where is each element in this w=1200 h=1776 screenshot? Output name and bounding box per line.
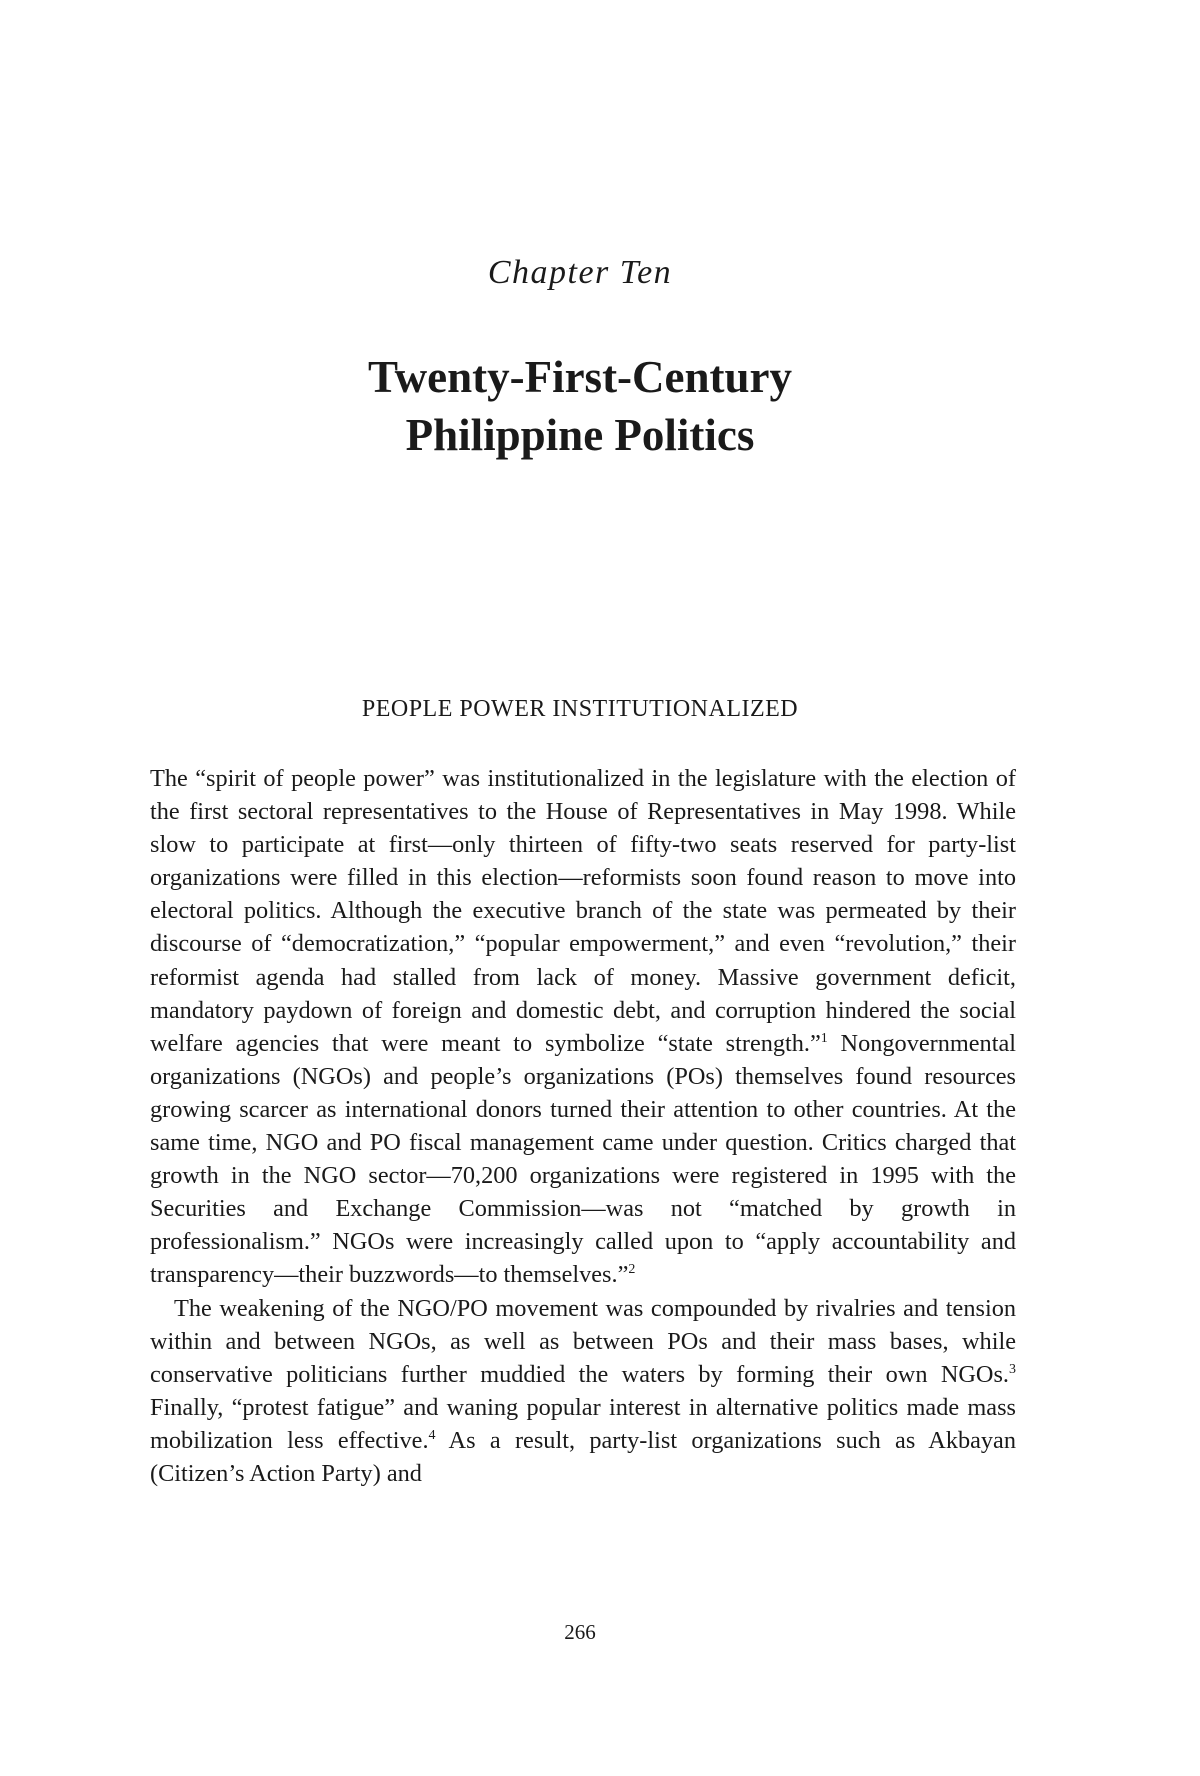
paragraph-2	[150, 1292, 1016, 1491]
section-heading: PEOPLE POWER INSTITUTIONALIZED	[361, 696, 799, 722]
chapter-label: Chapter Ten	[487, 254, 673, 291]
paragraph-1-text-b: Nongovernmental organizations (NGOs) and people’s organizations (POs) themselves found resources growing scarcer as international donors turned their attention to other countries. At the same time, NGO and PO fiscal management came under question. Critics charged that growth in the NGO sector—70,200 organizations were registered in 1995 with the Securities and Exchange Commission—was not “matched by growth in professionalism.” NGOs were increasingly called upon to “apply accountability and transparency—their buzzwords—to themselves.”	[150, 1029, 1016, 1289]
chapter-title-line-1: Twenty-First-Century	[367, 352, 793, 402]
footnote-marker: 2	[628, 1262, 636, 1278]
footnote-marker: 3	[1009, 1361, 1016, 1377]
paragraph-1-text-a: The “spirit of people power” was institutionalized in the legislature with the election of the first sectoral representatives to the House of Representatives in May 1998. While slow to participate at first—only thirteen of fifty-two seats reserved for party-list organizations were filled in this election—reformists soon found reason to move into electoral politics. Although the executive branch of the state was permeated by their discourse of “democratization,” “popular empowerment,” and even “revolution,” their reformist agenda had stalled from lack of money. Massive government deficit, mandatory paydown of foreign and domestic debt, and corruption hindered the social welfare agencies that were meant to symbolize “state strength.”	[150, 765, 1016, 1057]
chapter-title-line-2: Philippine Politics	[405, 410, 755, 460]
page-number: 266	[564, 1620, 596, 1644]
chapter-title	[0, 348, 1160, 464]
paragraph-2-text-b: Finally, “protest fatigue” and waning popular interest in alternative politics made mass mobilization less effective.	[150, 1393, 1016, 1454]
footnote-marker: 1	[820, 1030, 828, 1046]
paragraph-1	[150, 762, 1016, 1292]
paragraph-2-text-a: The weakening of the NGO/PO movement was compounded by rivalries and tension within and between NGOs, as well as between POs and their mass bases, while conservative politicians further muddied the waters by forming their own NGOs.	[150, 1294, 1016, 1388]
body-text	[150, 762, 1016, 1490]
footnote-marker: 4	[428, 1427, 436, 1443]
paragraph-2-text-c: As a result, party-list organizations such as Akbayan (Citizen’s Action Party) and	[150, 1426, 1016, 1487]
